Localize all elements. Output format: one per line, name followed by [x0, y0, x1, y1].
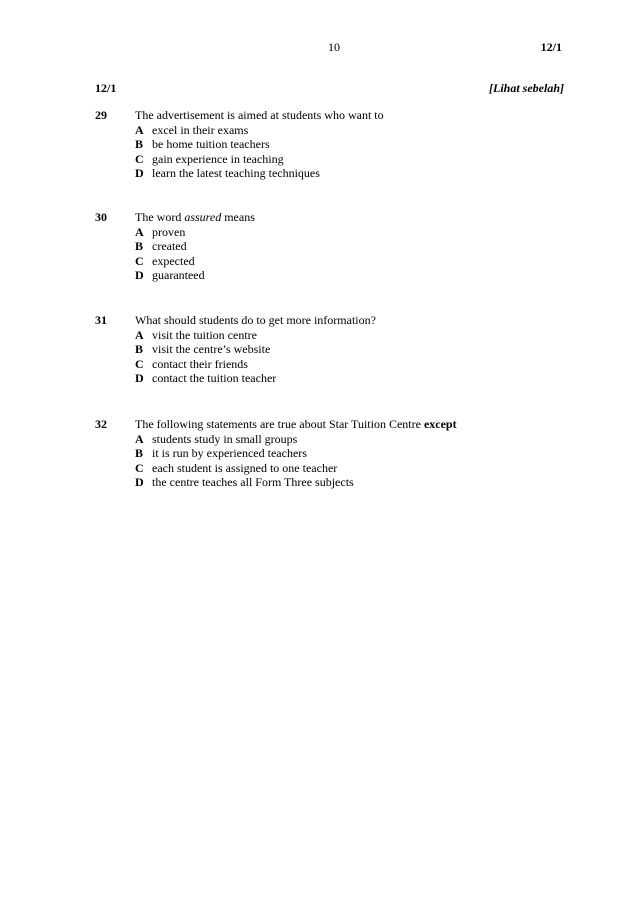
option-b [135, 446, 565, 461]
option-a [135, 225, 565, 240]
option-text: be home tuition teachers [152, 137, 270, 152]
option-text: visit the tuition centre [152, 327, 257, 342]
question-29 [95, 108, 565, 181]
header-paper-code: 12/1 [540, 40, 562, 54]
turn-over-note: [Lihat sebelah] [489, 81, 564, 95]
option-c [135, 152, 565, 167]
option-letter: B [135, 239, 144, 254]
option-letter: D [135, 268, 144, 283]
option-letter: A [135, 224, 144, 239]
question-32 [95, 417, 565, 490]
option-a [135, 432, 565, 447]
option-letter: C [135, 151, 144, 166]
question-number: 30 [95, 210, 107, 224]
option-c [135, 461, 565, 476]
option-text: students study in small groups [152, 431, 298, 446]
option-letter: D [135, 166, 144, 181]
option-d [135, 166, 565, 181]
option-b [135, 239, 565, 254]
option-letter: B [135, 446, 144, 461]
page-footer-row [95, 81, 564, 96]
stem-emphasis: assured [184, 210, 222, 224]
question-stem [135, 417, 565, 432]
stem-text: The following statements are true about Star Tuition Centre [135, 417, 421, 431]
option-text: gain experience in teaching [152, 151, 284, 166]
question-30 [95, 210, 565, 283]
footer-paper-code: 12/1 [95, 81, 117, 95]
option-b [135, 137, 565, 152]
page-number: 10 [328, 40, 340, 54]
option-letter: C [135, 253, 144, 268]
option-a [135, 123, 565, 138]
option-a [135, 328, 565, 343]
option-b [135, 342, 565, 357]
option-d [135, 268, 565, 283]
option-d [135, 475, 565, 490]
option-d [135, 371, 565, 386]
option-letter: D [135, 475, 144, 490]
option-text: excel in their exams [152, 122, 249, 137]
question-stem: The advertisement is aimed at students who want to [135, 108, 384, 122]
question-number: 29 [95, 108, 107, 122]
question-number: 32 [95, 417, 107, 431]
stem-text: means [224, 210, 255, 224]
option-text: each student is assigned to one teacher [152, 460, 338, 475]
option-letter: A [135, 431, 144, 446]
stem-text: The word [135, 210, 182, 224]
question-31 [95, 313, 565, 386]
option-text: contact the tuition teacher [152, 371, 277, 386]
option-text: proven [152, 224, 186, 239]
option-c [135, 357, 565, 372]
option-text: the centre teaches all Form Three subjects [152, 475, 354, 490]
option-text: learn the latest teaching techniques [152, 166, 320, 181]
option-text: guaranteed [152, 268, 205, 283]
stem-bold-keyword: except [423, 417, 457, 431]
question-stem: What should students do to get more information? [135, 313, 376, 327]
option-letter: A [135, 122, 144, 137]
option-letter: D [135, 371, 144, 386]
option-c [135, 254, 565, 269]
option-letter: B [135, 137, 144, 152]
option-letter: C [135, 356, 144, 371]
option-text: visit the centre’s website [152, 342, 271, 357]
option-text: it is run by experienced teachers [152, 446, 307, 461]
option-text: expected [152, 253, 195, 268]
option-letter: A [135, 327, 144, 342]
option-letter: C [135, 460, 144, 475]
option-letter: B [135, 342, 144, 357]
option-text: created [152, 239, 187, 254]
option-text: contact their friends [152, 356, 248, 371]
question-number: 31 [95, 313, 107, 327]
question-stem [135, 210, 565, 225]
